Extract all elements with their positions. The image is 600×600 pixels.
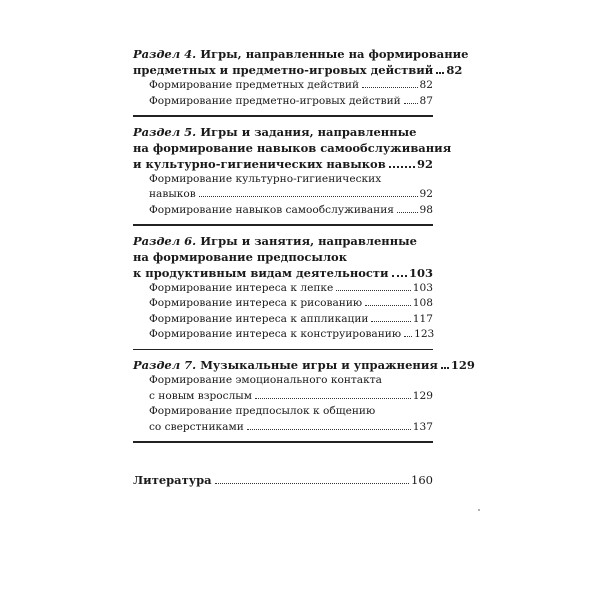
subsection-text: Формирование предпосылок к общению	[149, 405, 376, 417]
page-number: 103	[408, 265, 433, 280]
heading-text	[133, 357, 438, 373]
section-prefix: Раздел 4.	[133, 47, 197, 61]
page-number: 98	[419, 203, 433, 216]
section-title-line: на формирование предпосылок	[133, 249, 348, 264]
heading-line	[133, 46, 469, 62]
section-divider	[133, 224, 433, 226]
heading-line	[133, 156, 433, 172]
leader-dots	[255, 398, 411, 399]
leader-dots	[336, 290, 410, 291]
section-title-line: Игры и занятия, направленные	[200, 233, 417, 248]
section-divider	[133, 115, 433, 117]
page-number: 87	[419, 94, 433, 107]
page-number: 129	[412, 389, 433, 402]
page-number: 123	[414, 328, 435, 340]
subsection-entry	[133, 327, 433, 343]
subsection-entry	[133, 94, 433, 110]
page-number: 92	[416, 156, 433, 171]
subsection-title: Формирование интереса к конструированию	[149, 328, 402, 340]
heading-line	[133, 140, 452, 156]
leader-dots	[441, 367, 449, 369]
subsection-list	[133, 78, 433, 109]
toc-section	[133, 357, 475, 435]
subsection-line	[133, 373, 433, 389]
section-prefix: Раздел 5.	[133, 124, 197, 139]
leader-dots	[199, 196, 418, 197]
heading-line	[133, 249, 433, 265]
leader-dots	[362, 87, 417, 88]
subsection-entry	[133, 78, 433, 94]
heading-text	[133, 46, 468, 62]
page-number: 129	[450, 358, 475, 372]
subsection-title: Формирование навыков самообслуживания	[149, 203, 394, 216]
leader-dots	[215, 483, 409, 484]
literature-entry	[133, 472, 433, 488]
subsection-title: Формирование предметных действий	[149, 79, 360, 91]
section-title: Музыкальные игры и упражнения	[200, 358, 438, 372]
subsection-line	[133, 404, 433, 420]
subsection-list	[133, 172, 433, 219]
page-number: 82	[419, 79, 433, 91]
page-number: 82	[446, 63, 463, 77]
toc-section	[133, 124, 452, 219]
toc-section	[133, 233, 433, 343]
subsection-entry	[133, 312, 433, 328]
section-title-last: к продуктивным видам деятельности	[133, 265, 389, 280]
leader-dots	[389, 166, 415, 168]
heading-text	[133, 124, 416, 140]
literature-label: Литература	[133, 472, 212, 487]
leader-dots	[247, 429, 411, 430]
page-number: 108	[412, 297, 433, 309]
heading-line	[133, 124, 433, 140]
table-of-contents	[133, 46, 475, 488]
subsection-title: Формирование интереса к лепке	[149, 281, 334, 294]
subsection-entry	[133, 389, 433, 405]
subsection-title: со сверстниками	[149, 420, 244, 433]
page-number: 103	[412, 281, 433, 294]
section-prefix: Раздел 6.	[133, 233, 197, 248]
leader-dots	[371, 321, 410, 322]
page-number: 160	[411, 472, 433, 487]
paper-speck	[478, 509, 480, 511]
heading-text	[133, 140, 451, 156]
heading-text	[133, 233, 417, 249]
leader-dots	[436, 72, 444, 74]
toc-section	[133, 46, 469, 109]
heading-line	[133, 265, 433, 281]
literature-line	[133, 472, 433, 488]
heading-line	[133, 62, 463, 78]
heading-text	[133, 249, 347, 265]
section-heading	[133, 357, 475, 373]
section-divider	[133, 441, 433, 443]
page-number: 92	[419, 188, 433, 200]
subsection-list	[133, 373, 433, 435]
subsection-entry	[133, 203, 433, 219]
leader-dots	[392, 275, 407, 277]
page-number: 137	[412, 420, 433, 433]
leader-dots	[404, 103, 418, 104]
section-title-line: на формирование навыков самообслуживания	[133, 140, 452, 155]
subsection-title: навыков	[149, 188, 196, 200]
leader-dots	[404, 336, 412, 337]
heading-line	[133, 357, 475, 373]
section-title-last: и культурно-гигиенических навыков	[133, 156, 386, 171]
subsection-text: Формирование культурно-гигиенических	[149, 172, 382, 185]
subsection-title: с новым взрослым	[149, 389, 252, 402]
section-prefix: Раздел 7.	[133, 358, 197, 372]
subsection-entry	[133, 281, 433, 297]
section-heading	[133, 46, 469, 78]
heading-line	[133, 233, 433, 249]
subsection-entry	[133, 187, 433, 203]
section-heading	[133, 124, 452, 172]
spacer	[133, 450, 433, 472]
subsection-line	[133, 172, 433, 188]
section-divider	[133, 349, 433, 351]
section-title-line: Игры, направленные на формирование	[200, 47, 469, 61]
page-number: 117	[412, 312, 433, 325]
subsection-entry	[133, 296, 433, 312]
subsection-title: Формирование предметно-игровых действий	[149, 94, 401, 107]
section-title-line: Игры и задания, направленные	[200, 124, 417, 139]
subsection-list	[133, 281, 433, 343]
section-heading	[133, 233, 433, 281]
subsection-text: Формирование эмоционального контакта	[149, 374, 382, 386]
subsection-entry	[133, 420, 433, 436]
section-title-last: предметных и предметно-игровых действий	[133, 63, 434, 77]
leader-dots	[365, 305, 411, 306]
subsection-title: Формирование интереса к рисованию	[149, 297, 363, 309]
subsection-title: Формирование интереса к аппликации	[149, 312, 369, 325]
leader-dots	[397, 212, 418, 213]
